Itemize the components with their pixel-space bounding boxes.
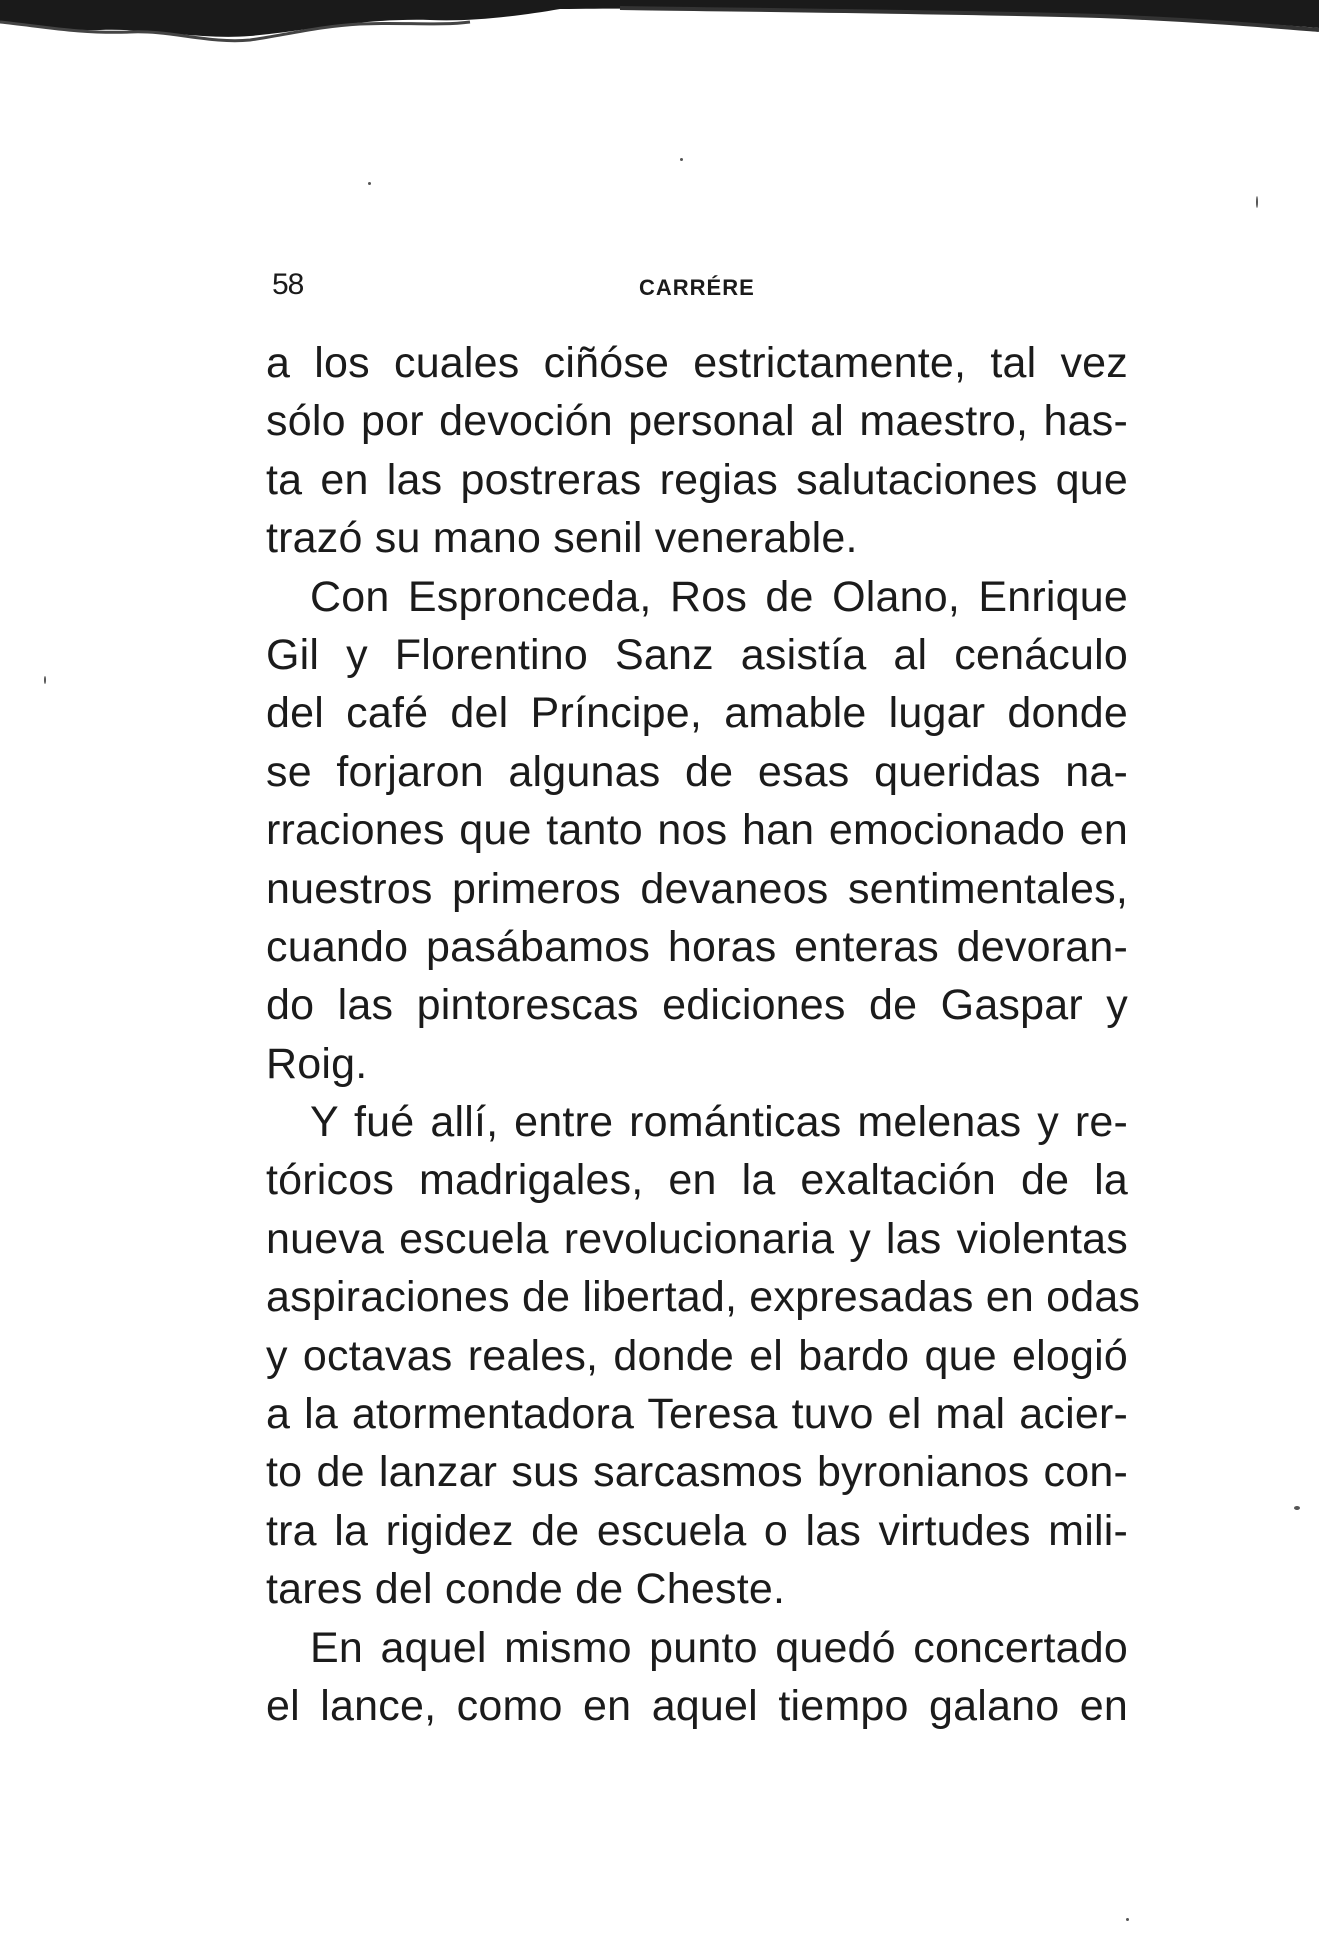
text-line: a los cuales ciñóse estrictamente, tal vez [266,339,1128,387]
text-line: do las pintorescas ediciones de Gaspar y [266,981,1128,1030]
text-line: En aquel mismo punto quedó concertado [310,1623,1128,1672]
scan-speck [680,158,683,161]
text-line: ta en las postreras regias salutaciones que [266,455,1128,504]
text-line: rraciones que tanto nos han emocionado en [266,806,1128,855]
text-line: sólo por devoción personal al maestro, has- [266,397,1128,446]
scan-top-edge-shadow [0,0,1319,48]
page-number: 58 [272,268,304,301]
text-line: tares del conde de Cheste. [266,1565,786,1614]
text-line: aspiraciones de libertad, expresadas en odas [266,1273,1141,1322]
running-head: CARRÉRE [639,275,755,300]
scan-speck [44,676,46,684]
text-line: Gil y Florentino Sanz asistía al cenáculo [266,630,1128,679]
scan-speck [1126,1918,1129,1921]
text-line: nuestros primeros devaneos sentimentales, [266,864,1128,913]
scan-speck [1294,1506,1300,1510]
text-line: el lance, como en aquel tiempo galano en [266,1681,1128,1730]
text-line: tra la rigidez de escuela o las virtudes mili- [266,1506,1128,1555]
text-line: y octavas reales, donde el bardo que elogió [266,1331,1128,1380]
text-line: cuando pasábamos horas enteras devoran- [266,922,1128,971]
text-line: trazó su mano senil venerable. [266,514,858,563]
text-line: nueva escuela revolucionaria y las violentas [266,1214,1128,1263]
text-line: tóricos madrigales, en la exaltación de la [266,1156,1128,1205]
body-text [266,334,1141,1735]
scan-speck [368,182,371,185]
text-line: Con Espronceda, Ros de Olano, Enrique [310,572,1128,621]
text-line: del café del Príncipe, amable lugar donde [266,689,1128,738]
text-line: to de lanzar sus sarcasmos byronianos con- [266,1448,1128,1497]
text-line: Y fué allí, entre románticas melenas y re- [310,1098,1128,1147]
text-line: se forjaron algunas de esas queridas na- [266,747,1128,796]
scan-speck [1256,196,1258,208]
page-header [272,268,762,308]
text-line: a la atormentadora Teresa tuvo el mal acier- [266,1390,1128,1439]
text-line: Roig. [266,1039,368,1088]
